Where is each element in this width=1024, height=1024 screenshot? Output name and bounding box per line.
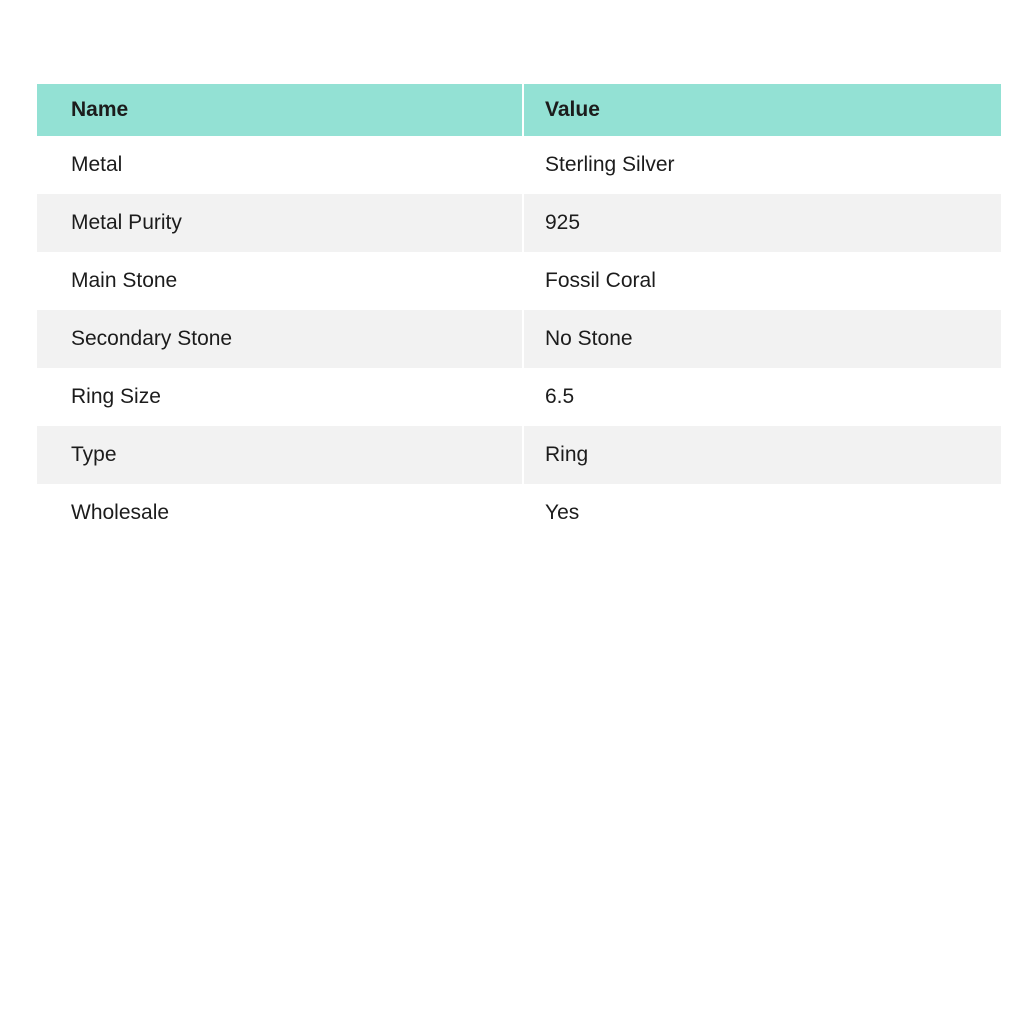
attribute-value-cell: 6.5 [523, 368, 1001, 426]
attribute-value-cell: No Stone [523, 310, 1001, 368]
attribute-name-cell: Metal Purity [37, 194, 523, 252]
attribute-name-cell: Metal [37, 136, 523, 194]
attribute-value-cell: Sterling Silver [523, 136, 1001, 194]
column-header-name: Name [37, 84, 523, 136]
table-header [37, 84, 1001, 136]
table-row [37, 368, 1001, 426]
table-row [37, 484, 1001, 542]
attribute-value-cell: Ring [523, 426, 1001, 484]
attribute-value-cell: Yes [523, 484, 1001, 542]
table-row [37, 310, 1001, 368]
header-row [37, 84, 1001, 136]
table-row [37, 426, 1001, 484]
attribute-value-cell: 925 [523, 194, 1001, 252]
table-body [37, 136, 1001, 542]
product-attributes-table [37, 84, 1001, 542]
column-header-value: Value [523, 84, 1001, 136]
table-row [37, 194, 1001, 252]
attribute-name-cell: Wholesale [37, 484, 523, 542]
table-row [37, 252, 1001, 310]
attribute-name-cell: Main Stone [37, 252, 523, 310]
table-row [37, 136, 1001, 194]
attribute-name-cell: Ring Size [37, 368, 523, 426]
attribute-name-cell: Secondary Stone [37, 310, 523, 368]
attribute-name-cell: Type [37, 426, 523, 484]
attribute-value-cell: Fossil Coral [523, 252, 1001, 310]
